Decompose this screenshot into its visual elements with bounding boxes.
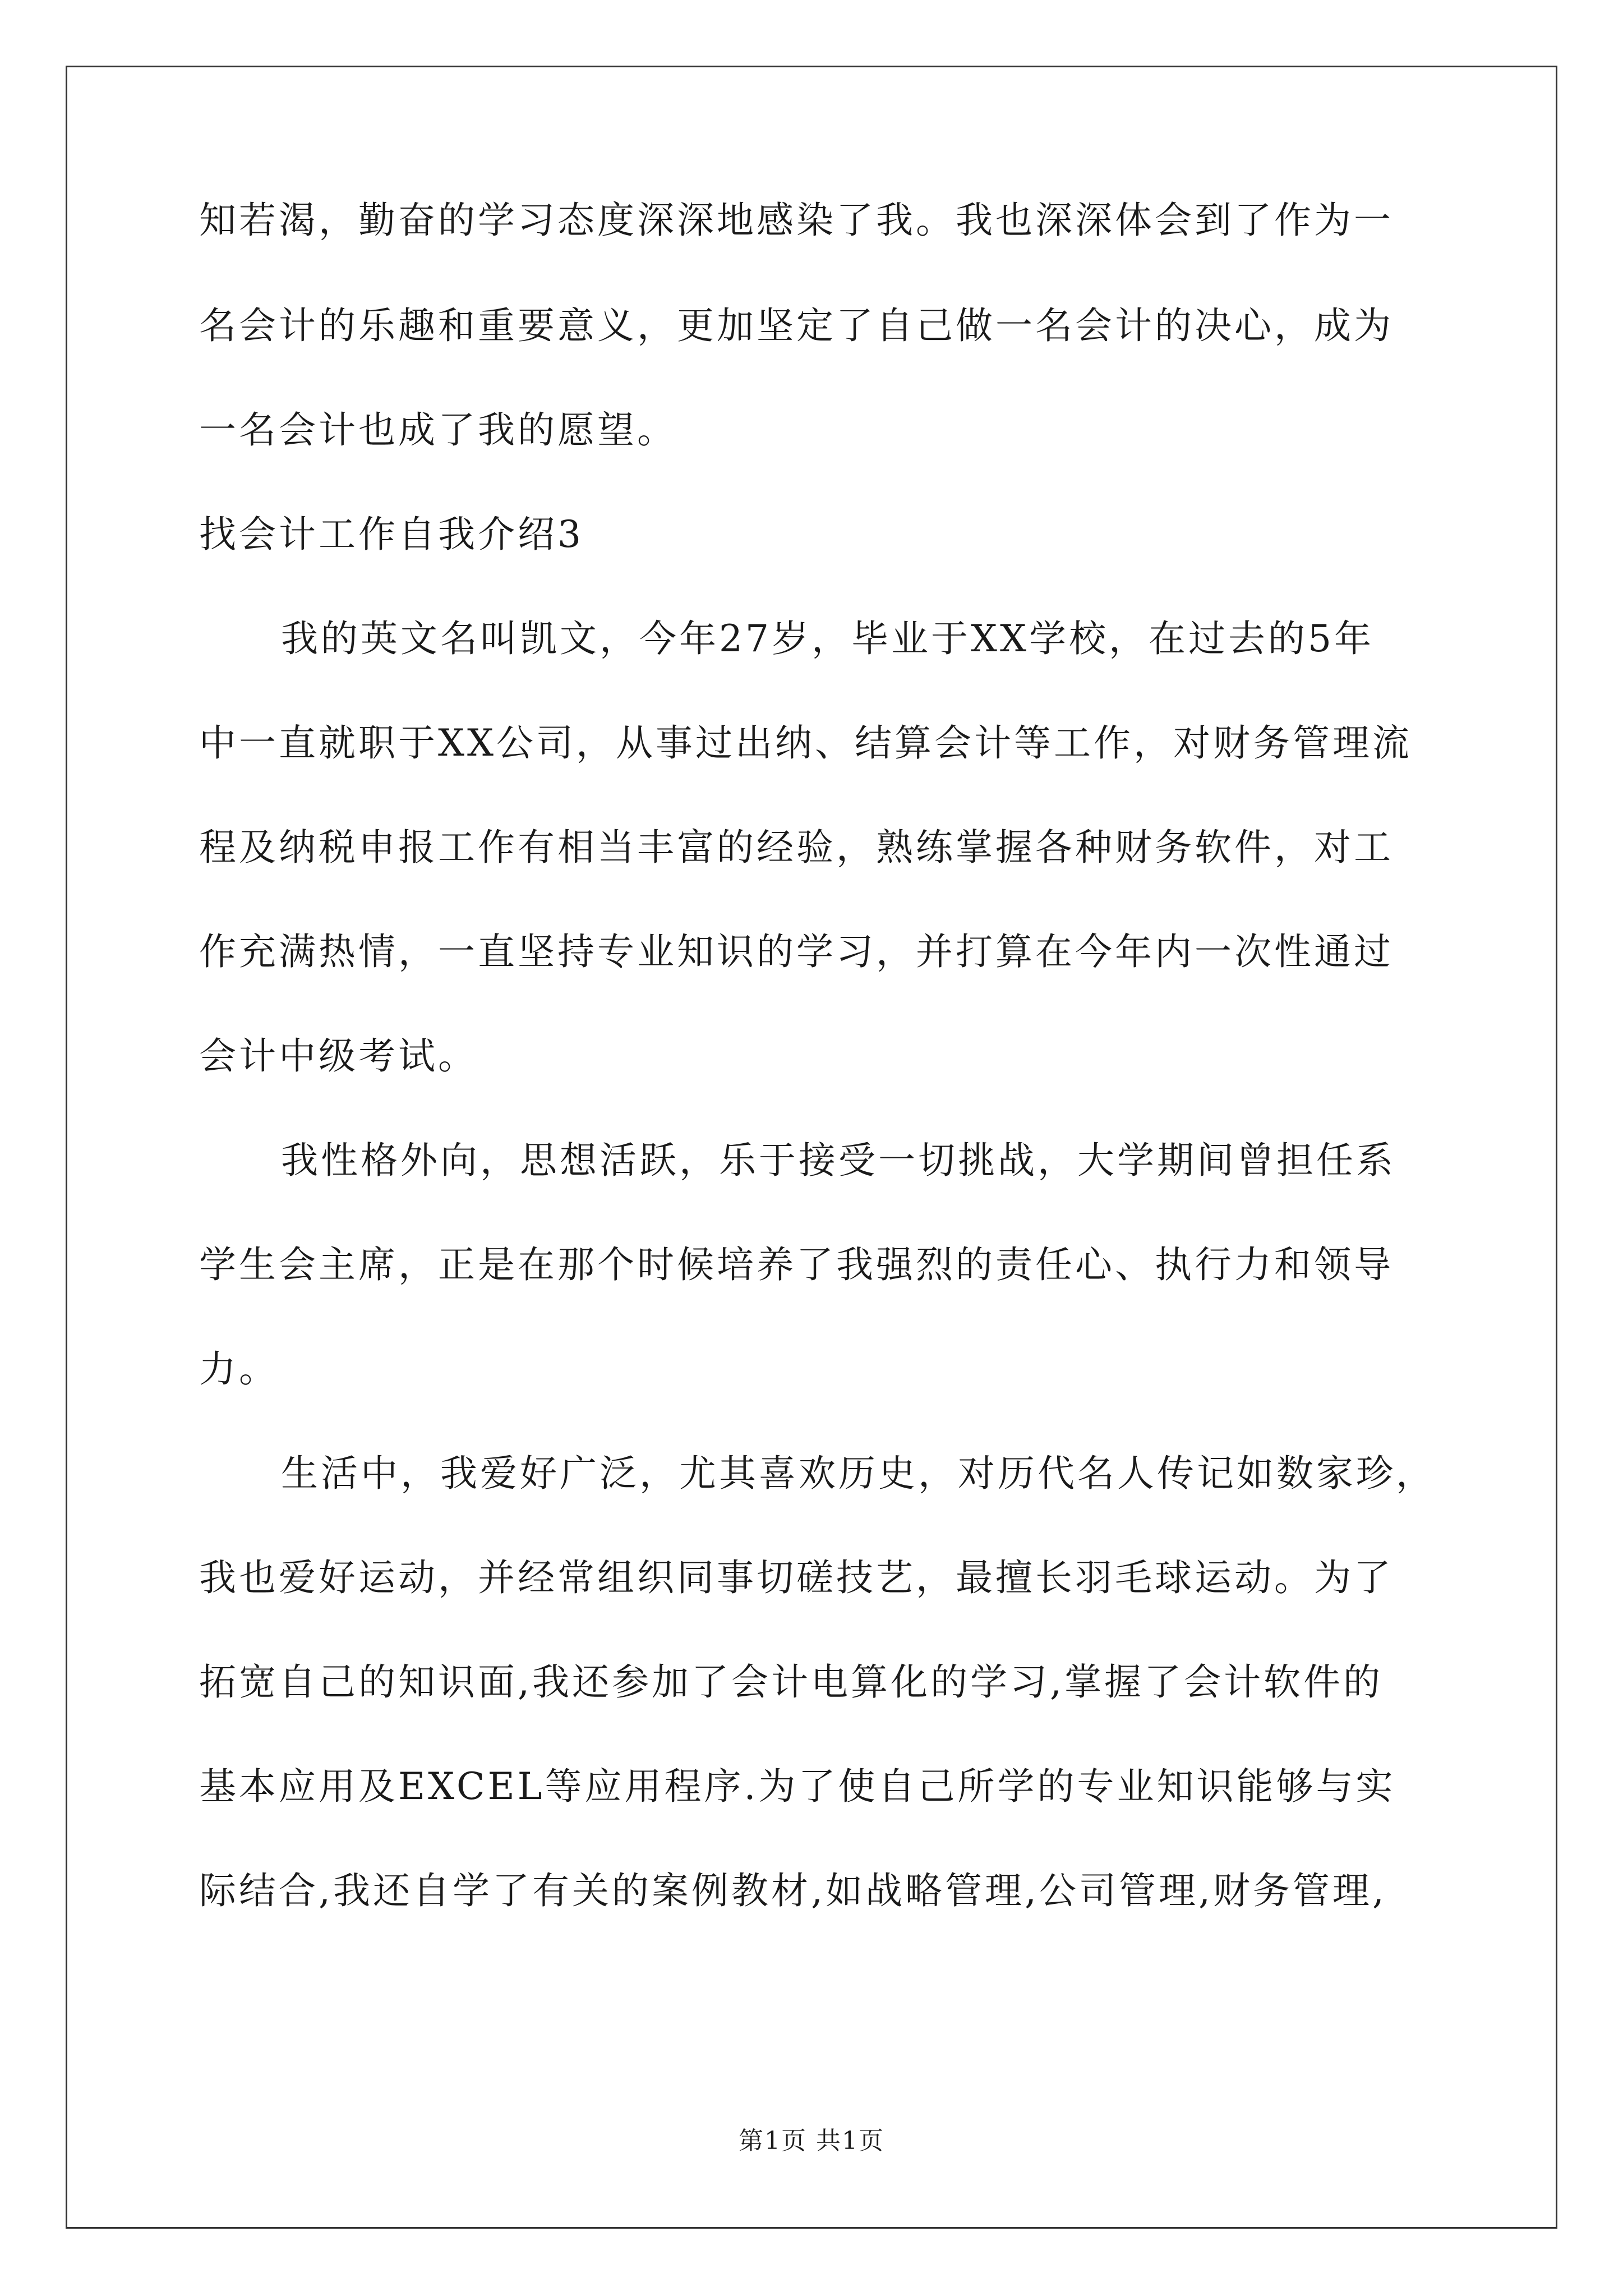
paragraph-line: 生活中，我爱好广泛，尤其喜欢历史，对历代名人传记如数家珍， (281, 1452, 1436, 1495)
page-footer: 第1页 共1页 (739, 2127, 884, 2155)
paragraph-line: 我也爱好运动，并经常组织同事切磋技艺，最擅长羽毛球运动。为了 (199, 1556, 1394, 1599)
paragraph-line: 作充满热情，一直坚持专业知识的学习，并打算在今年内一次性通过 (199, 930, 1394, 973)
paragraph-line: 名会计的乐趣和重要意义，更加坚定了自己做一名会计的决心，成为 (199, 304, 1394, 347)
paragraph-line: 力。 (199, 1347, 279, 1391)
paragraph-line: 拓宽自己的知识面,我还参加了会计电算化的学习,掌握了会计软件的 (199, 1660, 1383, 1704)
paragraph-line: 一名会计也成了我的愿望。 (199, 408, 677, 452)
paragraph-line: 程及纳税申报工作有相当丰富的经验，熟练掌握各种财务软件，对工 (199, 826, 1394, 869)
paragraph-line: 学生会主席，正是在那个时候培养了我强烈的责任心、执行力和领导 (199, 1243, 1394, 1286)
section-heading: 找会计工作自我介绍3 (199, 513, 584, 556)
paragraph-line: 我性格外向，思想活跃，乐于接受一切挑战，大学期间曾担任系 (281, 1139, 1396, 1182)
paragraph-line: 知若渴，勤奋的学习态度深深地感染了我。我也深深体会到了作为一 (199, 199, 1394, 242)
paragraph-line: 会计中级考试。 (199, 1034, 478, 1078)
paragraph-line: 中一直就职于XX公司，从事过出纳、结算会计等工作，对财务管理流 (199, 721, 1412, 765)
paragraph-line: 际结合,我还自学了有关的案例教材,如战略管理,公司管理,财务管理, (199, 1869, 1387, 1912)
paragraph-line: 我的英文名叫凯文，今年27岁，毕业于XX学校，在过去的5年 (281, 617, 1374, 660)
paragraph-line: 基本应用及EXCEL等应用程序.为了使自己所学的专业知识能够与实 (199, 1765, 1396, 1808)
